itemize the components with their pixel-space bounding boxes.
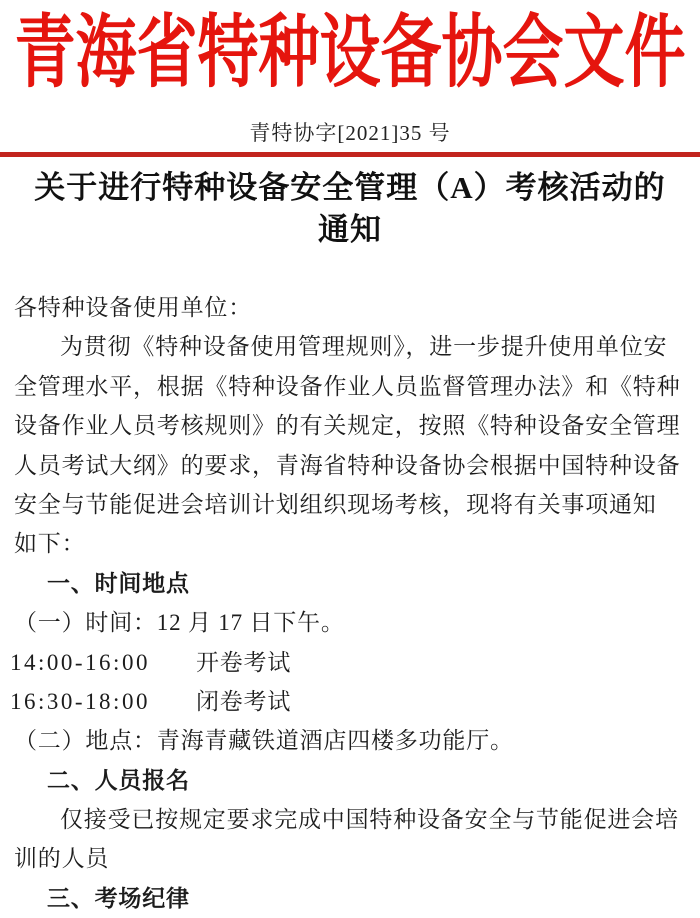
- body-section-heading: 一、时间地点: [47, 570, 190, 596]
- body-line: 各特种设备使用单位：: [14, 295, 252, 320]
- body-line: （一）时间：12 月 17 日下午。: [14, 610, 345, 636]
- notice-body: [10, 288, 681, 918]
- doc-number: 青特协字[2021]35 号: [249, 121, 451, 145]
- body-section-heading: 二、人员报名: [47, 767, 190, 793]
- body-line: [10, 682, 666, 721]
- masthead-title: 青海省特种设备协会文件: [14, 10, 686, 98]
- body-line: [10, 643, 666, 682]
- body-section-heading: 三、考场纪律: [47, 885, 190, 911]
- notice-title-line-2: 通知: [318, 212, 382, 247]
- notice-title: [0, 167, 700, 251]
- body-line: 设备作业人员考核规则》的有关规定，按照《特种设备安全管理: [14, 413, 681, 439]
- notice-title-line-1: 关于进行特种设备安全管理（A）考核活动的: [34, 170, 666, 205]
- body-line: 如下：: [14, 531, 86, 557]
- schedule-time: 16:30-18:00: [10, 688, 150, 714]
- schedule-time: 14:00-16:00: [10, 649, 150, 675]
- body-line: （二）地点：青海青藏铁道酒店四楼多功能厅。: [14, 728, 514, 754]
- body-line: 人员考试大纲》的要求，青海省特种设备协会根据中国特种设备: [14, 452, 681, 478]
- schedule-label: 开卷考试: [195, 649, 292, 675]
- body-line: 仅接受已按规定要求完成中国特种设备安全与节能促进会培: [60, 807, 679, 833]
- body-line: 全管理水平，根据《特种设备作业人员监督管理办法》和《特种: [14, 373, 681, 399]
- schedule-label: 闭卷考试: [195, 688, 292, 714]
- body-line: 安全与节能促进会培训计划组织现场考核，现将有关事项通知: [14, 491, 657, 517]
- red-divider-line: [0, 152, 700, 157]
- body-line: 为贯彻《特种设备使用管理规则》，进一步提升使用单位安: [60, 334, 668, 360]
- body-line: 训的人员: [14, 846, 110, 872]
